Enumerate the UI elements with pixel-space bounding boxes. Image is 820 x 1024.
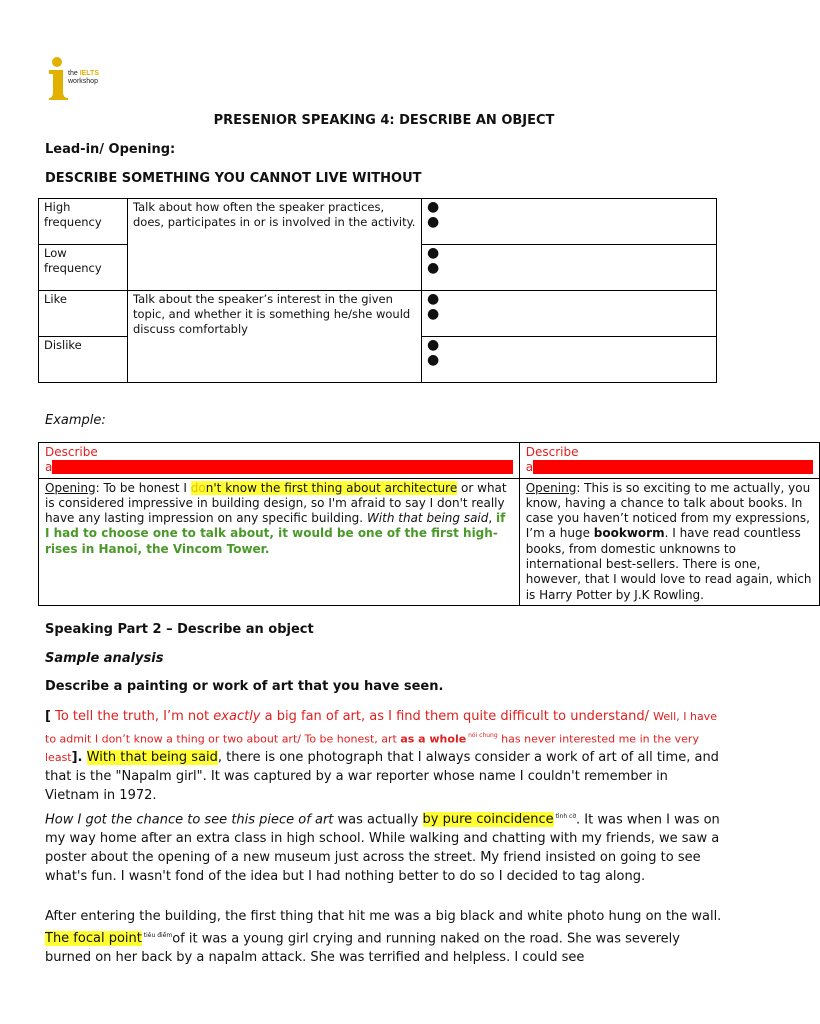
bullet-icon: ● — [427, 291, 440, 307]
bullet-icon: ● — [427, 337, 440, 353]
interest-description: Talk about the speaker’s interest in the given topic, and whether it is something he/she would discuss comfortably — [128, 291, 422, 383]
highlight-phrase: by pure coincidence — [422, 812, 554, 828]
bullet-icon: ● — [427, 260, 440, 276]
table-row — [39, 199, 717, 245]
sample-analysis-heading: Sample analysis — [45, 651, 164, 666]
describe-label: Describe a — [525, 445, 579, 475]
highlight-phrase: The focal point — [45, 931, 142, 947]
example-table — [38, 442, 820, 606]
logo-text: the IELTS workshop — [68, 70, 100, 85]
example-right-header — [519, 443, 819, 479]
example-left-body: Opening: To be honest I don't know the first thing about architecture or what is considered impressive in building design, so I'm afraid to say I don't really have any lasting impression on any specific building. With that being said, if I had to choose one to talk about, it would be one of the first high-rises in Hanoi, the Vincom Tower. — [39, 478, 520, 605]
bullet-icon: ● — [427, 352, 440, 368]
example-left-header — [39, 443, 520, 479]
page-title: PRESENIOR SPEAKING 4: DESCRIBE AN OBJECT — [213, 113, 555, 128]
logo-workshop: workshop — [68, 78, 98, 85]
painting-heading: Describe a painting or work of art that you have seen. — [45, 679, 444, 694]
bullet-icon: ● — [427, 214, 440, 230]
paragraph-intro: [ To tell the truth, I’m not exactly a big fan of art, as I find them quite difficult to understand/ Well, I have to admit I don’t know a thing or two about art/ To be honest, art as a whole $^{nói chung}$ has never interested me in the very least]. With that being said, there is one photograph that I always consider a work of art of all time, and that is the "Napalm girl". It was captured by a war reporter whose name I couldn't remember in Vietnam in 1972. — [45, 709, 719, 804]
row-label-high-frequency: High frequency — [39, 199, 128, 245]
frequency-description: Talk about how often the speaker practices, does, participates in or is involved in the activity. — [128, 199, 422, 291]
table-row — [39, 291, 717, 337]
ielts-workshop-logo — [46, 56, 126, 102]
example-label: Example: — [45, 413, 106, 428]
row-label-dislike: Dislike — [39, 337, 128, 383]
row-label-low-frequency: Low frequency — [39, 245, 128, 291]
bullet-cell — [422, 199, 717, 245]
row-label-like: Like — [39, 291, 128, 337]
bullet-cell — [422, 337, 717, 383]
opening-label: Opening — [525, 480, 577, 495]
frequency-table — [38, 198, 717, 383]
describe-heading: DESCRIBE SOMETHING YOU CANNOT LIVE WITHOUT — [45, 171, 422, 186]
example-right-body: Opening: This is so exciting to me actually, you know, having a chance to talk about books. In case you haven’t noticed from my expressions, I’m a huge bookworm. I have read countless books, from domestic unknowns to international best-sellers. There is one, however, that I would love to read again, which is Harry Potter by J.K Rowling. — [519, 478, 819, 605]
bullet-icon: ● — [427, 306, 440, 322]
green-phrase: if I had to choose one to talk about, it would be one of the first high-rises in Hanoi, the Vincom Tower. — [45, 511, 506, 556]
bullet-cell — [422, 245, 717, 291]
logo-ielts: IELTS — [79, 70, 100, 77]
part2-heading: Speaking Part 2 – Describe an object — [45, 622, 314, 637]
lead-in-heading: Lead-in/ Opening: — [45, 142, 176, 157]
redacted-bar: XXXXXXXXXXXXXXXXXXXXXXXXXXXXXXXXXXXXXXXXXXXXXXXXXXXXXXXX — [52, 460, 513, 475]
bullet-icon: ● — [427, 245, 440, 261]
bullet-icon: ● — [427, 199, 440, 215]
highlight-phrase: n't know the first thing about architecture — [205, 480, 458, 495]
bullet-cell — [422, 291, 717, 337]
table-row — [39, 443, 820, 479]
paragraph-how: How I got the chance to see this piece of art was actually by pure coincidence $^{tình cờ}$. It was when I was on my way home after an extra class in high school. While walking and chatting with my friends, we saw a poster about the opening of a new museum just across the street. My friend insisted on going to see what's fun. I wasn't fond of the idea but I had nothing better to do so I decided to tag along. — [45, 812, 720, 885]
paragraph-description: After entering the building, the first thing that hit me was a big black and white photo hung on the wall. The focal point $^{tiêu điểm}$of it was a young girl crying and running naked on the road. She was severely burned on her back by a napalm attack. She was terrified and helpless. I could see — [45, 909, 722, 966]
redacted-bar: XXXXXXXXXXXXXXXXXXXXXXXXXXXXXXXXXX — [533, 460, 813, 475]
highlight-phrase: With that being said — [86, 750, 218, 766]
describe-label: Describe a — [45, 445, 98, 475]
table-row — [39, 478, 820, 605]
opening-label: Opening — [45, 480, 96, 495]
